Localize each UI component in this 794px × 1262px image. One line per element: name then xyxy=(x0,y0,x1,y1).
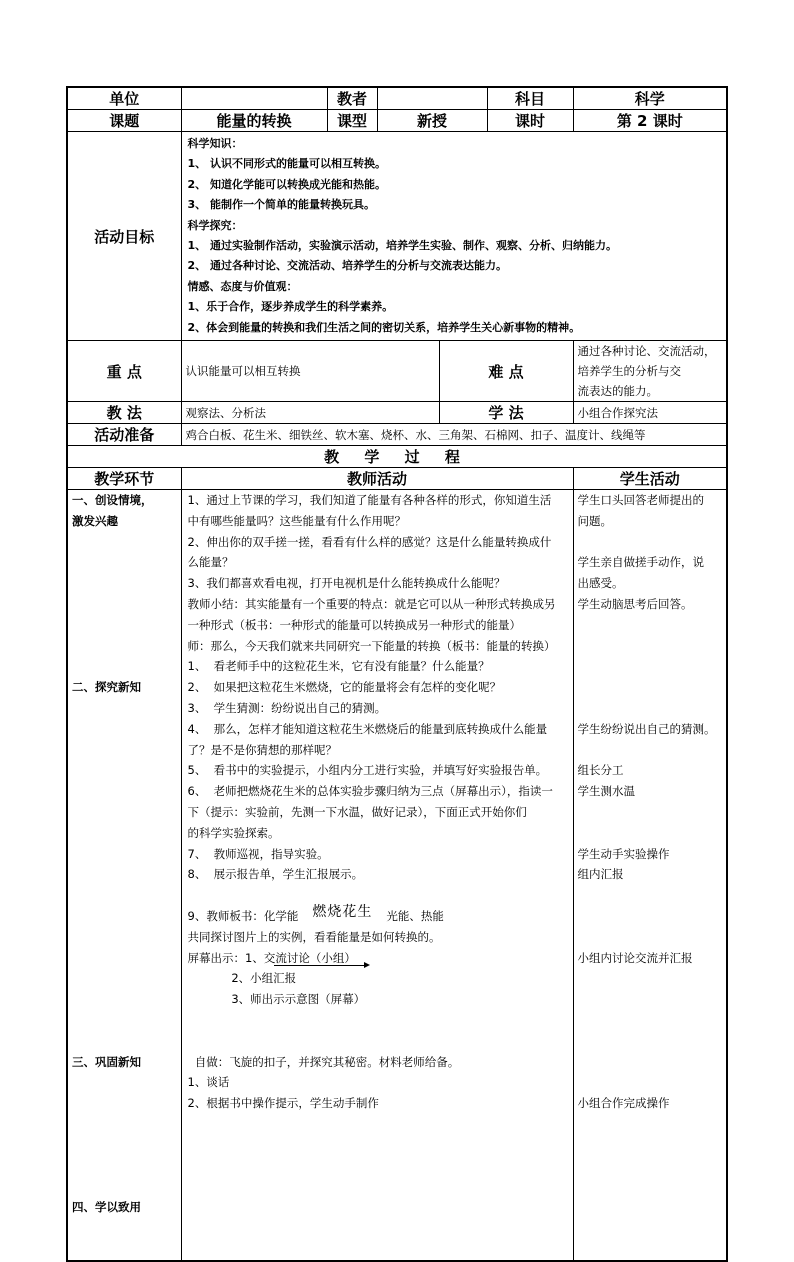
teacher-activity-line: 6、 老师把燃烧花生米的总体实验步骤归纳为三点（屏幕出示），指读一 xyxy=(187,784,553,799)
student-activity-line xyxy=(578,656,723,677)
stage-line xyxy=(72,927,177,948)
objective-line: 1、 通过实验制作活动，实验演示活动，培养学生实验、制作、观察、分析、归纳能力。 xyxy=(187,239,617,253)
stage-line xyxy=(72,698,177,719)
teacher-activity-line: 3、我们都喜欢看电视，打开电视机是什么能转换成什么能呢？ xyxy=(187,576,506,591)
stage-line: 二、探究新知 xyxy=(72,680,141,695)
topic-label: 课题 xyxy=(67,110,181,132)
stage-line: 四、学以致用 xyxy=(72,1200,141,1215)
student-activity-line: 学生纷纷说出自己的猜测。 xyxy=(577,721,716,736)
student-activity-line xyxy=(578,1031,723,1052)
teacher-activity-line: 了？是不是你猜想的那样呢？ xyxy=(187,742,337,757)
prep-value: 鸡合白板、花生米、细铁丝、软木塞、烧杯、水、三角架、石棉网、扣子、温度计、线绳等 xyxy=(181,424,727,446)
teacher-activity-line xyxy=(186,885,569,906)
objective-line: 1、乐于合作，逐步养成学生的科学素养。 xyxy=(187,300,394,314)
stage-line xyxy=(72,823,177,844)
lesson-plan-table xyxy=(66,86,728,1262)
teacher-activity-line: 1、 看老师手中的这粒花生米，它有没有能量？什么能量？ xyxy=(187,659,490,674)
teacher-activity-line xyxy=(186,1010,569,1031)
process-title: 教 学 过 程 xyxy=(67,446,727,468)
objective-line: 2、 知道化学能可以转换成光能和热能。 xyxy=(187,177,386,191)
board-handwritten: 燃烧花生 xyxy=(312,904,373,920)
student-activity-line xyxy=(578,968,723,989)
student-activity-line xyxy=(578,1052,723,1073)
stage-line xyxy=(72,948,177,969)
student-activity-line xyxy=(578,802,723,823)
student-activity-line xyxy=(578,823,723,844)
subject-label: 科目 xyxy=(487,87,573,110)
difficulty-line: 流表达的能力。 xyxy=(577,384,658,399)
stage-line xyxy=(72,1072,177,1093)
student-activity-line xyxy=(578,927,723,948)
stage-line: 一、创设情境， xyxy=(72,493,153,508)
teacher-label: 教者 xyxy=(327,87,377,110)
teacher-activity-line: 2、 如果把这粒花生米燃烧，它的能量将会有怎样的变化呢？ xyxy=(187,680,502,695)
student-activity-line xyxy=(578,1072,723,1093)
stage-line xyxy=(72,1218,177,1239)
type-value: 新授 xyxy=(377,110,487,132)
teacher-activity-line: 自做：飞旋的扣子，并探究其秘密。材料老师给备。 xyxy=(187,1054,460,1069)
objective-line: 科学探究： xyxy=(187,218,243,232)
student-activity-line: 学生亲自做搓手动作，说 xyxy=(577,555,704,570)
student-activity-line: 组长分工 xyxy=(577,763,624,778)
board-writing-line xyxy=(186,906,569,927)
teach-method-label: 教 法 xyxy=(67,402,181,424)
student-activity-line xyxy=(578,636,723,657)
arrow-icon xyxy=(274,965,368,966)
student-activity-line xyxy=(578,532,723,553)
teacher-activity-line: 下（提示：实验前，先测一下水温，做好记录），下面正式开始你们 xyxy=(187,805,527,820)
stage-line xyxy=(72,1031,177,1052)
objectives-row xyxy=(67,132,727,341)
topic-value: 能量的转换 xyxy=(181,110,327,132)
header-row-1 xyxy=(67,87,727,110)
objective-line: 1、 认识不同形式的能量可以相互转换。 xyxy=(187,157,386,171)
stage-line xyxy=(72,802,177,823)
board-prefix: 9、教师板书：化学能 xyxy=(187,909,299,923)
objective-line: 2、体会到能量的转换和我们生活之间的密切关系，培养学生关心新事物的精神。 xyxy=(187,320,581,334)
teacher-value xyxy=(377,87,487,110)
teacher-activity-line: 8、 展示报告单，学生汇报展示。 xyxy=(187,867,364,882)
student-column xyxy=(573,490,727,1261)
teacher-activity-line: 1、谈话 xyxy=(187,1075,230,1090)
student-activity-line xyxy=(578,885,723,906)
lesson-plan xyxy=(66,86,726,1262)
stage-line xyxy=(72,656,177,677)
objective-line: 2、 通过各种讨论、交流活动、培养学生的分析与交流表达能力。 xyxy=(187,259,507,273)
teacher-activity-line: 3、 学生猜测：纷纷说出自己的猜测。 xyxy=(187,701,387,716)
student-activity-line: 学生口头回答老师提出的 xyxy=(577,493,704,508)
key-point-value: 认识能量可以相互转换 xyxy=(181,341,439,402)
difficulty-value xyxy=(573,341,727,402)
stage-line: 激发兴趣 xyxy=(72,513,118,528)
period-value: 第 2 课时 xyxy=(573,110,727,132)
stage-line xyxy=(72,636,177,657)
stage-line xyxy=(72,1239,177,1260)
teacher-column xyxy=(181,490,573,1261)
stage-line xyxy=(72,1156,177,1177)
student-activity-line: 组内汇报 xyxy=(577,867,624,882)
subject-value: 科学 xyxy=(573,87,727,110)
process-header-row xyxy=(67,468,727,490)
unit-value xyxy=(181,87,327,110)
teacher-activity-line: 7、 教师巡视，指导实验。 xyxy=(187,846,329,861)
type-label: 课型 xyxy=(327,110,377,132)
method-row xyxy=(67,402,727,424)
student-activity-line: 出感受。 xyxy=(577,576,624,591)
teacher-activity-line: 1、通过上节课的学习，我们知道了能量有各种各样的形式，你知道生活 xyxy=(187,493,552,508)
stage-line xyxy=(72,615,177,636)
stage-line xyxy=(72,760,177,781)
difficulty-label: 难 点 xyxy=(439,341,573,402)
process-body-row xyxy=(67,490,727,1261)
teacher-activity-line: 共同探讨图片上的实例，看看能量是如何转换的。 xyxy=(187,929,441,944)
learn-method-label: 学 法 xyxy=(439,402,573,424)
teacher-activity-line: 么能量？ xyxy=(187,555,234,570)
teacher-activity-line: 5、 看书中的实验提示，小组内分工进行实验，并填写好实验报告单。 xyxy=(187,763,548,778)
stage-line xyxy=(72,844,177,865)
student-activity-line xyxy=(578,615,723,636)
stage-line xyxy=(72,1114,177,1135)
student-activity-line xyxy=(578,989,723,1010)
objective-line: 3、 能制作一个简单的能量转换玩具。 xyxy=(187,198,375,212)
stage-line xyxy=(72,719,177,740)
teacher-activity-line: 2、根据书中操作提示，学生动手制作 xyxy=(187,1096,379,1111)
teacher-activity-line: 的科学实验探索。 xyxy=(187,825,280,840)
stage-column-header: 教学环节 xyxy=(67,468,181,490)
stage-line xyxy=(72,1093,177,1114)
student-activity-line: 学生动手实验操作 xyxy=(577,846,670,861)
stage-line xyxy=(72,1010,177,1031)
objectives-label: 活动目标 xyxy=(67,132,181,341)
teacher-activity-line: 2、伸出你的双手搓一搓，看看有什么样的感觉？这是什么能量转换成什 xyxy=(187,534,552,549)
student-activity-line: 小组合作完成操作 xyxy=(577,1096,670,1111)
teacher-column-header: 教师活动 xyxy=(181,468,573,490)
teach-method-value: 观察法、分析法 xyxy=(181,402,439,424)
stage-line xyxy=(72,906,177,927)
screen-display-line xyxy=(186,948,569,969)
objective-line: 科学知识： xyxy=(187,137,243,150)
teacher-activity-line: 2、小组汇报 xyxy=(187,971,297,986)
student-activity-line: 学生测水温 xyxy=(577,784,635,799)
stage-line xyxy=(72,1176,177,1197)
teacher-activity-line: 教师小结：其实能量有一个重要的特点：就是它可以从一种形式转换成另 xyxy=(187,597,556,612)
stage-line xyxy=(72,781,177,802)
stage-line xyxy=(72,864,177,885)
teacher-activity-line: 师：那么，今天我们就来共同研究一下能量的转换（板书：能量的转换） xyxy=(187,638,556,653)
stage-line xyxy=(72,885,177,906)
student-activity-line: 学生动脑思考后回答。 xyxy=(577,597,693,612)
stage-column xyxy=(67,490,181,1261)
learn-method-value: 小组合作探究法 xyxy=(573,402,727,424)
key-point-row xyxy=(67,341,727,402)
student-column-header: 学生活动 xyxy=(573,468,727,490)
prep-row xyxy=(67,424,727,446)
period-label: 课时 xyxy=(487,110,573,132)
prep-label: 活动准备 xyxy=(67,424,181,446)
student-activity-line: 小组内讨论交流并汇报 xyxy=(577,950,693,965)
stage-line xyxy=(72,594,177,615)
board-suffix: 光能、热能 xyxy=(386,909,444,923)
student-activity-line xyxy=(578,740,723,761)
teacher-activity-line: 3、师出示示意图（屏幕） xyxy=(187,992,366,1007)
teacher-activity-line: 中有哪些能量吗？这些能量有什么作用呢？ xyxy=(187,513,406,528)
objective-line: 情感、态度与价值观： xyxy=(187,279,298,293)
student-activity-line xyxy=(578,698,723,719)
objectives-content xyxy=(181,132,727,341)
student-activity-line: 问题。 xyxy=(577,513,612,528)
screen-prefix: 屏幕出示：1、 xyxy=(187,950,264,965)
stage-line xyxy=(72,989,177,1010)
stage-line xyxy=(72,573,177,594)
teacher-activity-line: 4、 那么，怎样才能知道这粒花生米燃烧后的能量到底转换成什么能量 xyxy=(187,721,548,736)
stage-line xyxy=(72,968,177,989)
screen-item-text: 交流讨论（小组） xyxy=(263,950,356,965)
stage-line xyxy=(72,532,177,553)
stage-line: 三、巩固新知 xyxy=(72,1054,141,1069)
screen-item xyxy=(264,948,356,969)
unit-label: 单位 xyxy=(67,87,181,110)
teacher-activity-line xyxy=(186,1031,569,1052)
student-activity-line xyxy=(578,677,723,698)
process-title-row xyxy=(67,446,727,468)
stage-line xyxy=(72,552,177,573)
key-point-label: 重 点 xyxy=(67,341,181,402)
stage-line xyxy=(72,1135,177,1156)
stage-line xyxy=(72,740,177,761)
student-activity-line xyxy=(578,1010,723,1031)
teacher-activity-line: 一种形式（板书：一种形式的能量可以转换成另一种形式的能量） xyxy=(187,617,521,632)
header-row-2 xyxy=(67,110,727,132)
difficulty-line: 通过各种讨论、交流活动，培养学生的分析与交 xyxy=(577,344,716,379)
student-activity-line xyxy=(578,906,723,927)
